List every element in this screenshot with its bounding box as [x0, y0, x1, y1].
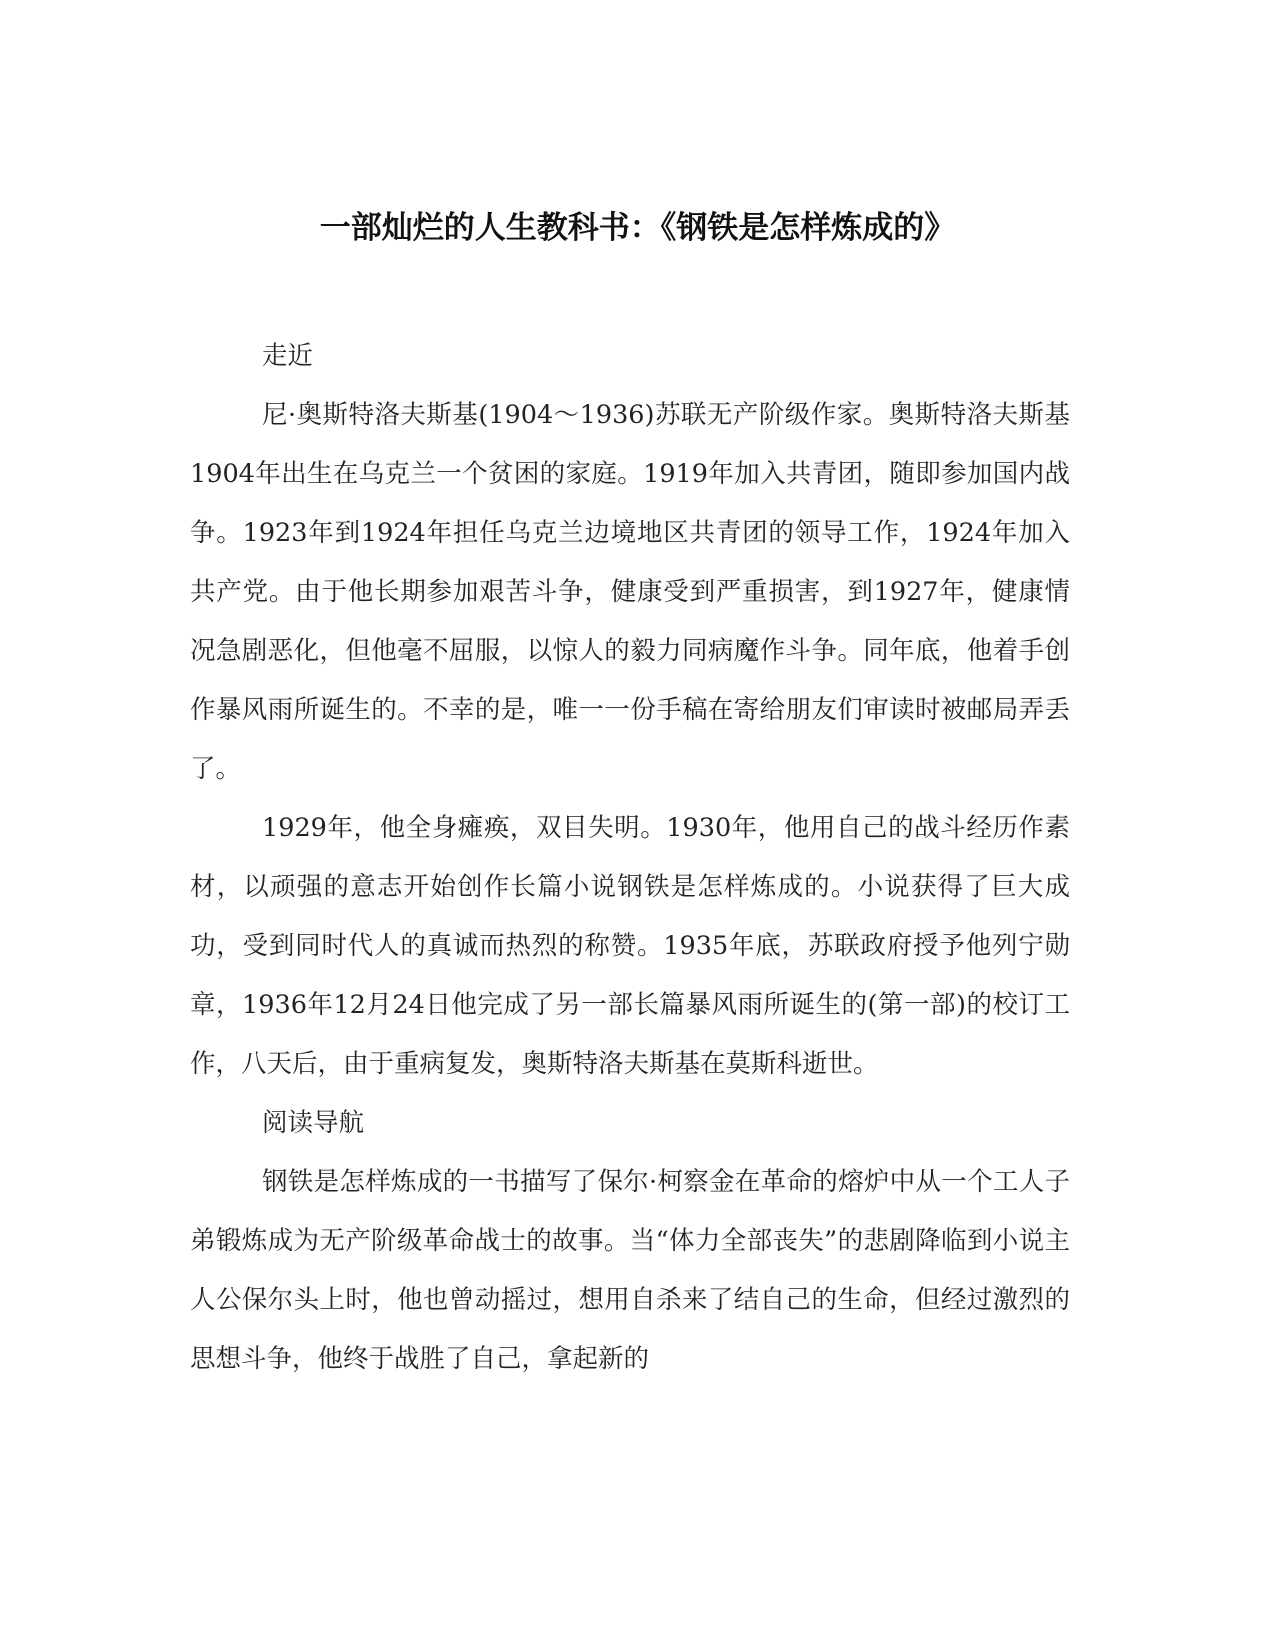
section-heading-approach: 走近	[262, 341, 314, 371]
document-body	[190, 327, 1070, 1389]
reading-guide-paragraph: 钢铁是怎样炼成的一书描写了保尔·柯察金在革命的熔炉中从一个工人子弟锻炼成为无产阶级革命战士的故事。当“体力全部丧失”的悲剧降临到小说主人公保尔头上时，他也曾动摇过，想用自杀来了结自己的生命，但经过激烈的思想斗争，他终于战胜了自己，拿起新的	[190, 1167, 1070, 1374]
author-bio-paragraph: 尼·奥斯特洛夫斯基(1904～1936)苏联无产阶级作家。奥斯特洛夫斯基1904年出生在乌克兰一个贫困的家庭。1919年加入共青团，随即参加国内战争。1923年到1924年担任乌克兰边境地区共青团的领导工作，1924年加入共产党。由于他长期参加艰苦斗争，健康受到严重损害，到1927年，健康情况急剧恶化，但他毫不屈服，以惊人的毅力同病魔作斗争。同年底，他着手创作暴风雨所诞生的。不幸的是，唯一一份手稿在寄给朋友们审读时被邮局弄丢了。	[190, 400, 1070, 784]
document-title: 一部灿烂的人生教科书：《钢铁是怎样炼成的》	[319, 210, 956, 246]
section-heading-reading-guide: 阅读导航	[262, 1108, 365, 1138]
author-later-life-paragraph: 1929年，他全身瘫痪，双目失明。1930年，他用自己的战斗经历作素材，以顽强的意志开始创作长篇小说钢铁是怎样炼成的。小说获得了巨大成功，受到同时代人的真诚而热烈的称赞。1935年底，苏联政府授予他列宁勋章，1936年12月24日他完成了另一部长篇暴风雨所诞生的(第一部)的校订工作，八天后，由于重病复发，奥斯特洛夫斯基在莫斯科逝世。	[190, 813, 1070, 1079]
